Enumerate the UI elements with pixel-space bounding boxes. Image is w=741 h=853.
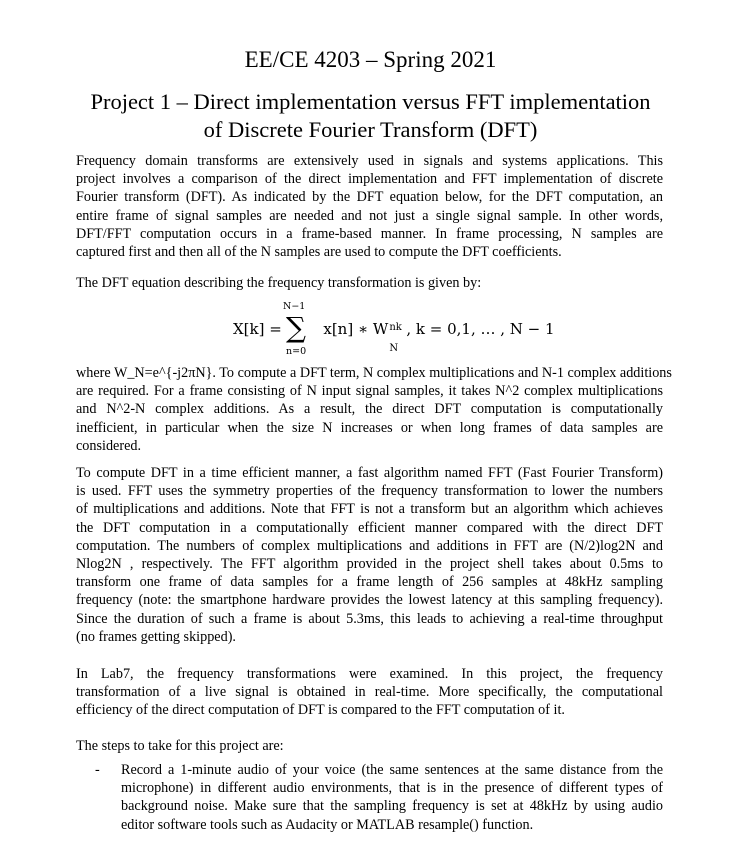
bullet-dash: - bbox=[95, 762, 100, 778]
text-line: (no frames getting skipped). bbox=[76, 628, 236, 645]
summation-symbol: ∑ bbox=[286, 311, 306, 344]
text-line: In Lab7, the frequency transformations were examined. In this project, the frequency bbox=[76, 666, 663, 682]
text-line: inefficient, in particular when the size N increases or when long frames of data samples are bbox=[76, 419, 663, 436]
text-line: computation. The numbers of complex multiplications and additions in FFT are (N/2)log2N and bbox=[76, 537, 663, 554]
text-line: DFT/FFT computation occurs in a frame-based manner. In frame processing, N samples are bbox=[76, 225, 663, 242]
text-line: The DFT equation describing the frequency transformation is given by: bbox=[76, 275, 482, 291]
text-line: transform one frame of data samples for a frame length of 256 samples at 48kHz sampling bbox=[76, 574, 663, 591]
text-line: frequency (note: the smartphone hardware provides the lowest latency at this sampling frequency). bbox=[76, 592, 663, 609]
text-line: Record a 1-minute audio of your voice (the same sentences at the same distance from the bbox=[121, 762, 663, 778]
text-line: efficiency of the direct computation of DFT is compared to the FFT computation of it. bbox=[76, 702, 565, 719]
project-title-line1: Project 1 – Direct implementation versus FFT implementation bbox=[90, 89, 651, 114]
equation-rhs: x[n] ∗ W bbox=[323, 320, 389, 338]
equation-lhs: X[k] = bbox=[233, 320, 282, 338]
course-title: EE/CE 4203 – Spring 2021 bbox=[244, 47, 497, 72]
sum-upper-limit: N−1 bbox=[283, 301, 306, 312]
project-title-line2: of Discrete Fourier Transform (DFT) bbox=[203, 117, 538, 142]
equation-body: X[k] = x[n] ∗ W nk N , k = 0,1, … , N − 1 bbox=[233, 320, 555, 354]
twiddle-subscript: N bbox=[389, 343, 399, 354]
text-line: where W_N=e^{-j2πN}. To compute a DFT term, N complex multiplications and N-1 complex additions bbox=[76, 365, 672, 381]
text-line: background noise. Make sure that the sampling frequency is set at 48kHz by using audio bbox=[121, 798, 663, 815]
text-line: is used. FFT uses the symmetry properties of the frequency transformation to lower the numbers bbox=[76, 483, 663, 500]
sum-lower-limit: n=0 bbox=[286, 346, 307, 357]
dft-equation bbox=[0, 300, 741, 360]
text-line: transformation of a live signal is obtained in real-time. More specifically, the computational bbox=[76, 684, 663, 701]
text-line: of multiplications and additions. Note that FFT is not a transform but an algorithm which achieves bbox=[76, 501, 663, 518]
intro-paragraph bbox=[76, 152, 663, 261]
text-line: microphone) in different audio environments, that is in the presence of different types of bbox=[121, 780, 663, 797]
text-line: Frequency domain transforms are extensively used in signals and systems applications. This bbox=[76, 153, 663, 169]
text-line: Fourier transform (DFT). As indicated by the DFT equation below, for the DFT computation, an bbox=[76, 189, 663, 206]
text-line: editor software tools such as Audacity or MATLAB resample() function. bbox=[121, 816, 534, 833]
equation-intro bbox=[76, 274, 663, 292]
text-line: are required. For a frame consisting of N input signal samples, it takes N^2 complex multiplications bbox=[76, 383, 663, 400]
text-line: considered. bbox=[76, 437, 142, 454]
complexity-paragraph bbox=[76, 364, 672, 455]
text-line: Nlog2N , respectively. The FFT algorithm provided in the project shell takes about 0.5ms to bbox=[76, 556, 663, 573]
text-line: and N^2-N complex additions. As a result, the direct DFT computation is computationally bbox=[76, 401, 663, 418]
fft-paragraph bbox=[76, 464, 663, 646]
steps-heading bbox=[76, 737, 663, 755]
text-line: the DFT computation in a computationally efficient manner compared with the direct DFT bbox=[76, 519, 663, 536]
equation-tail: , k = 0,1, … , N − 1 bbox=[406, 320, 555, 338]
text-line: project involves a comparison of the direct implementation and FFT implementation of discrete bbox=[76, 171, 663, 188]
text-line: entire frame of signal samples are needed and not just a single signal sample. In other words, bbox=[76, 207, 663, 224]
text-line: Since the duration of such a frame is about 5.3ms, this leads to achieving a real-time throughput bbox=[76, 610, 663, 627]
text-line: To compute DFT in a time efficient manner, a fast algorithm named FFT (Fast Fourier Transform) bbox=[76, 465, 663, 481]
text-line: captured first and then all of the N samples are used to compute the DFT coefficients. bbox=[76, 244, 562, 261]
lab7-paragraph bbox=[76, 665, 663, 720]
text-line: The steps to take for this project are: bbox=[76, 738, 284, 754]
